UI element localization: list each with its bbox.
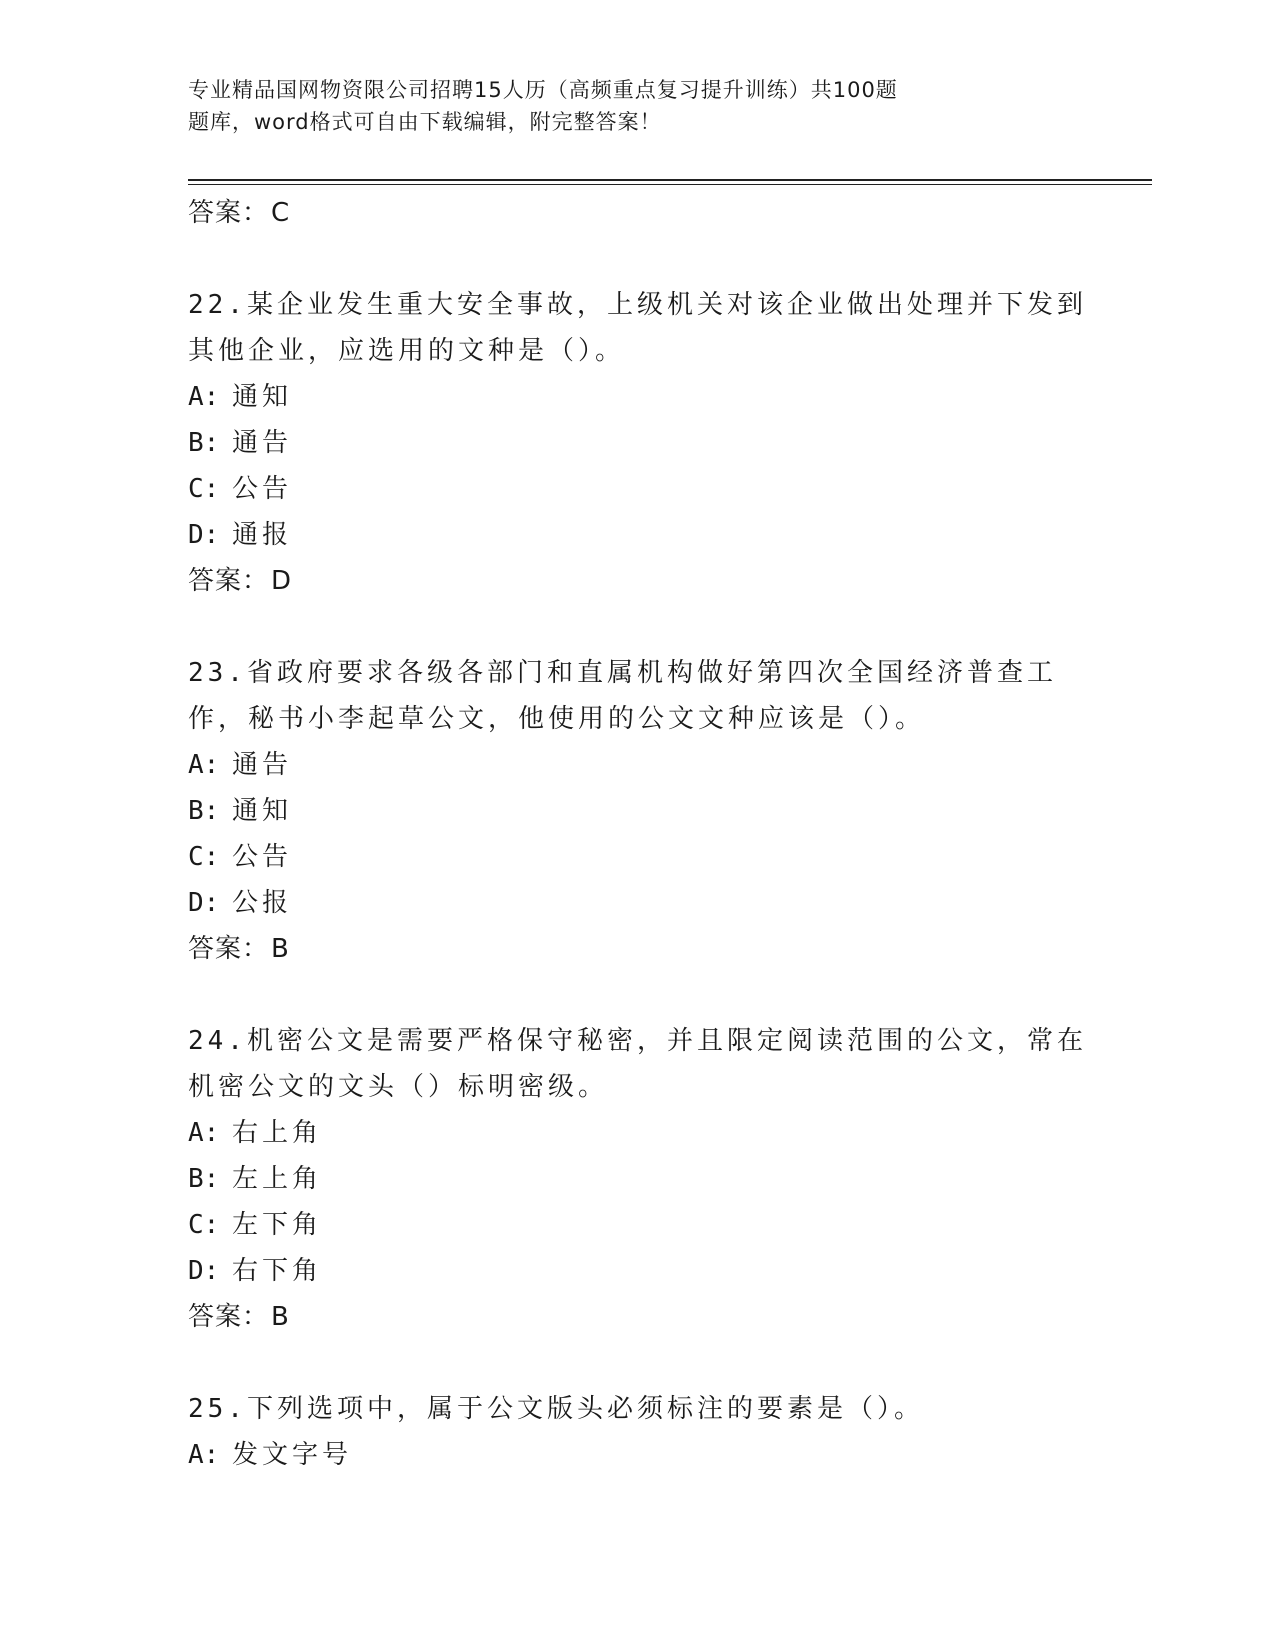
answer-line — [188, 558, 1088, 604]
question-block — [188, 282, 1088, 604]
answer-value: D — [271, 566, 293, 596]
question-stem: 23.省政府要求各级各部门和直属机构做好第四次全国经济普查工作，秘书小李起草公文，他使用的公文文种应该是（）。 — [188, 658, 1057, 734]
option-key: A: — [188, 1118, 220, 1148]
answer-value: C — [271, 198, 291, 228]
option-text: 通知 — [232, 382, 293, 412]
header-line-2: 题库，word格式可自由下载编辑，附完整答案！ — [188, 110, 662, 134]
option-text: 公告 — [232, 474, 293, 504]
option-key: C: — [188, 1210, 220, 1240]
option-text: 通告 — [232, 750, 293, 780]
answer-label: 答案： — [188, 1302, 270, 1332]
option-row — [188, 1202, 1088, 1248]
option-text: 公报 — [232, 888, 293, 918]
option-text: 通报 — [232, 520, 293, 550]
option-text: 发文字号 — [232, 1440, 353, 1470]
option-key: B: — [188, 796, 220, 826]
document-header — [188, 74, 1018, 138]
question-stem: 24.机密公文是需要严格保守秘密，并且限定阅读范围的公文，常在机密公文的文头（）标明密级。 — [188, 1026, 1087, 1102]
option-text: 公告 — [232, 842, 293, 872]
option-key: C: — [188, 474, 220, 504]
option-text: 左上角 — [232, 1164, 323, 1194]
option-key: A: — [188, 750, 220, 780]
option-row — [188, 512, 1088, 558]
answer-label: 答案： — [188, 566, 270, 596]
question-stem: 22.某企业发生重大安全事故，上级机关对该企业做出处理并下发到其他企业，应选用的文种是（）。 — [188, 290, 1087, 366]
option-text: 通告 — [232, 428, 293, 458]
option-row — [188, 1156, 1088, 1202]
option-text: 右上角 — [232, 1118, 323, 1148]
option-row — [188, 834, 1088, 880]
option-row — [188, 1432, 1088, 1478]
option-key: B: — [188, 428, 220, 458]
question-block — [188, 1386, 1088, 1478]
option-row — [188, 1248, 1088, 1294]
header-line-1: 专业精品国网物资限公司招聘15人历（高频重点复习提升训练）共100题 — [188, 78, 898, 102]
option-row — [188, 466, 1088, 512]
option-row — [188, 420, 1088, 466]
option-key: A: — [188, 1440, 220, 1470]
option-row — [188, 374, 1088, 420]
question-stem: 25.下列选项中，属于公文版头必须标注的要素是（）。 — [188, 1394, 924, 1424]
option-key: D: — [188, 520, 220, 550]
answer-value: B — [271, 934, 290, 964]
option-row — [188, 880, 1088, 926]
header-divider — [188, 179, 1152, 181]
answer-value: B — [271, 1302, 290, 1332]
question-list — [188, 282, 1088, 1478]
option-key: A: — [188, 382, 220, 412]
option-key: D: — [188, 888, 220, 918]
answer-label: 答案： — [188, 934, 270, 964]
answer-line — [188, 190, 1088, 236]
option-row — [188, 1110, 1088, 1156]
option-text: 右下角 — [232, 1256, 323, 1286]
option-row — [188, 788, 1088, 834]
document-body — [188, 190, 1088, 1478]
option-row — [188, 742, 1088, 788]
answer-line — [188, 926, 1088, 972]
question-block — [188, 650, 1088, 972]
option-key: B: — [188, 1164, 220, 1194]
question-block — [188, 1018, 1088, 1340]
option-text: 左下角 — [232, 1210, 323, 1240]
answer-line — [188, 1294, 1088, 1340]
option-text: 通知 — [232, 796, 293, 826]
option-key: C: — [188, 842, 220, 872]
answer-label: 答案： — [188, 198, 270, 228]
option-key: D: — [188, 1256, 220, 1286]
header-divider-thin — [188, 184, 1152, 185]
